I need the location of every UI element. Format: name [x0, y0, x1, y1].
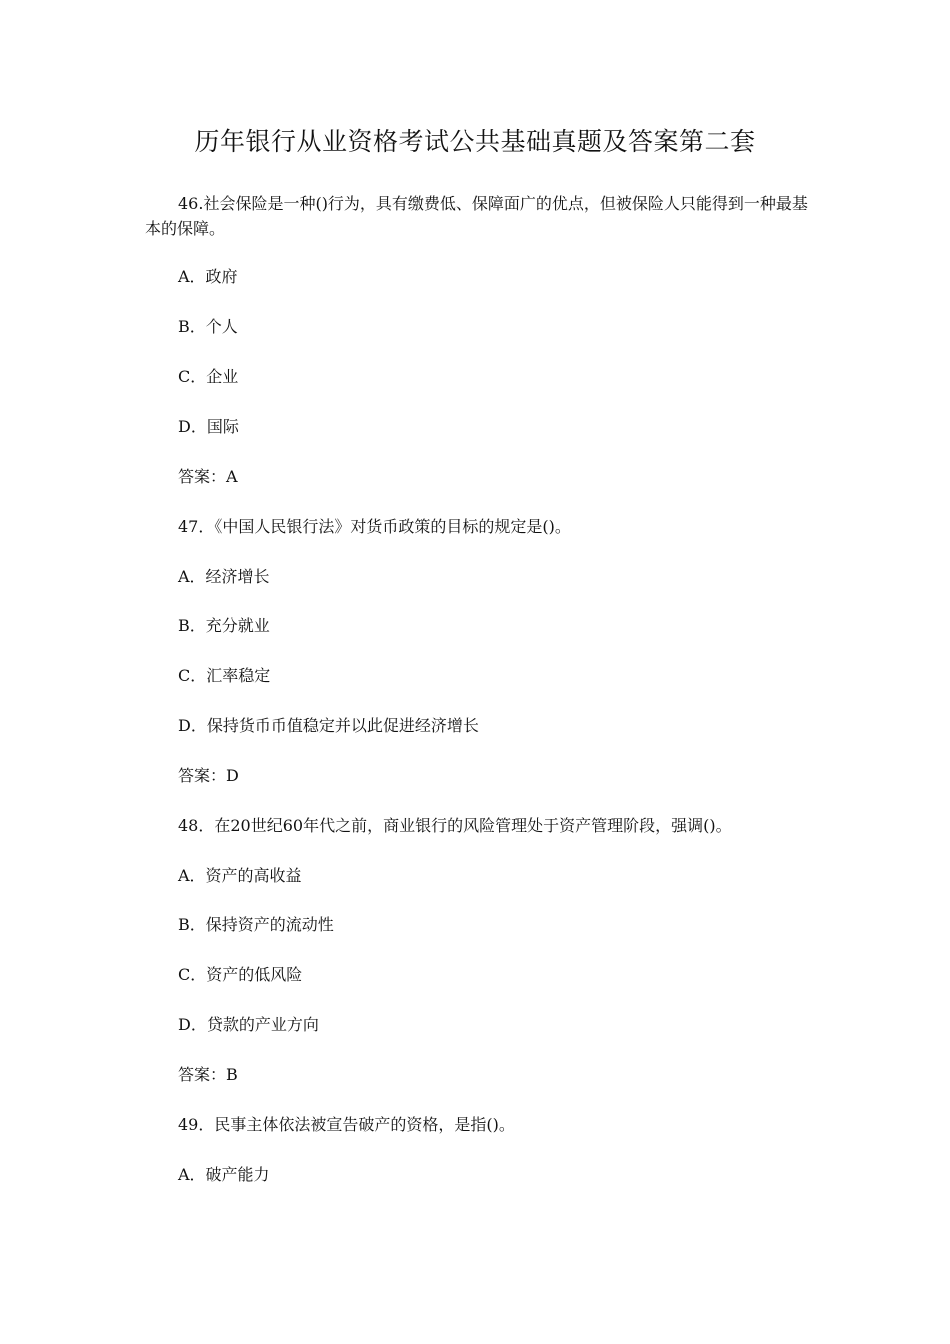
question-46-option-a: A．政府 — [178, 267, 238, 286]
question-46-option-d: D．国际 — [178, 417, 239, 436]
question-48-answer: 答案：B — [178, 1065, 238, 1084]
question-46-answer: 答案：A — [178, 467, 238, 486]
question-47-stem: 47．《中国人民银行法》对货币政策的目标的规定是()。 — [178, 517, 571, 536]
document-title: 历年银行从业资格考试公共基础真题及答案第二套 — [194, 127, 756, 156]
question-48-option-c: C．资产的低风险 — [178, 965, 303, 984]
question-47-option-d: D．保持货币币值稳定并以此促进经济增长 — [178, 716, 479, 735]
question-47-option-b: B．充分就业 — [178, 616, 270, 635]
question-47-option-c: C．汇率稳定 — [178, 666, 271, 685]
question-46-stem: 46.社会保险是一种()行为，具有缴费低、保障面广的优点，但被保险人只能得到一种最基本的保障。 — [145, 194, 808, 238]
question-46-option-c: C．企业 — [178, 367, 239, 386]
question-49-stem: 49．民事主体依法被宣告破产的资格，是指()。 — [178, 1115, 515, 1134]
question-48-option-a: A．资产的高收益 — [178, 866, 302, 885]
question-48-option-d: D．贷款的产业方向 — [178, 1015, 319, 1034]
question-49-option-a: A．破产能力 — [178, 1165, 270, 1184]
question-48-stem: 48．在20世纪60年代之前，商业银行的风险管理处于资产管理阶段，强调()。 — [178, 816, 732, 835]
question-47-option-a: A．经济增长 — [178, 567, 270, 586]
question-47-answer: 答案：D — [178, 766, 239, 785]
question-48-option-b: B．保持资产的流动性 — [178, 915, 334, 934]
question-46-option-b: B．个人 — [178, 317, 238, 336]
